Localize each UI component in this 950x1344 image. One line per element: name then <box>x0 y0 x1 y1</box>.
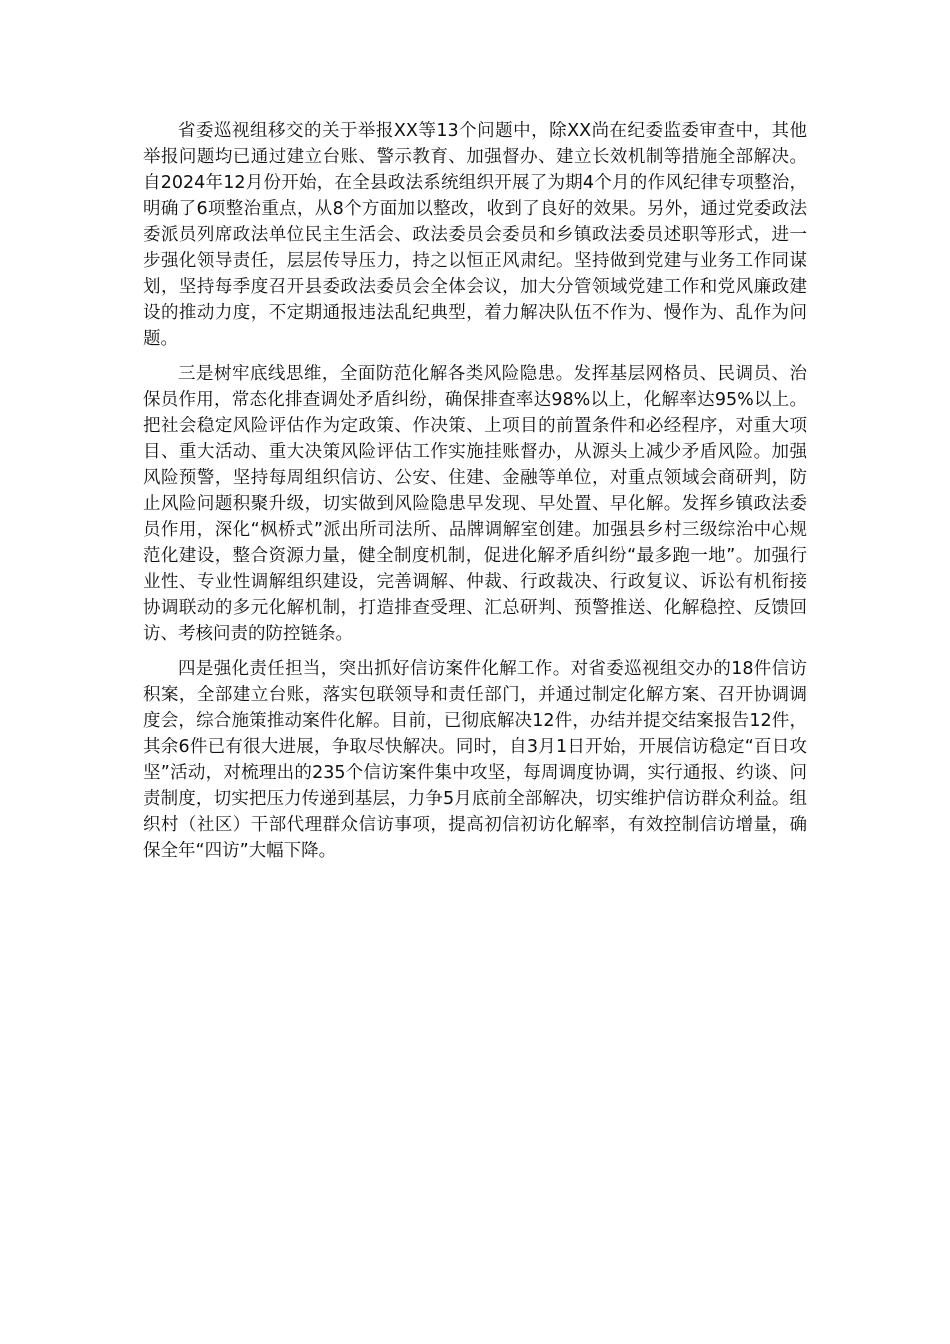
paragraph-discipline: 省委巡视组移交的关于举报XX等13个问题中，除XX尚在纪委监委审查中，其他举报问题均已通过建立台账、警示教育、加强督办、建立长效机制等措施全部解决。自2024年12月份开始，在全县政法系统组织开展了为期4个月的作风纪律专项整治，明确了6项整治重点，从8个方面加以整改，收到了良好的效果。另外，通过党委政法委派员列席政法单位民主生活会、政法委员会委员和乡镇政法委员述职等形式，进一步强化领导责任，层层传导压力，持之以恒正风肃纪。坚持做到党建与业务工作同谋划，坚持每季度召开县委政法委员会全体会议，加大分管领域党建工作和党风廉政建设的推动力度，不定期通报违法乱纪典型，着力解决队伍不作为、慢作为、乱作为问题。 <box>143 121 807 349</box>
paragraph-petition-cases: 四是强化责任担当，突出抓好信访案件化解工作。对省委巡视组交办的18件信访积案，全部建立台账，落实包联领导和责任部门，并通过制定化解方案、召开协调调度会，综合施策推动案件化解。目前，已彻底解决12件，办结并提交结案报告12件，其余6件已有很大进展，争取尽快解决。同时，自3月1日开始，开展信访稳定“百日攻坚”活动，对梳理出的235个信访案件集中攻坚，每周调度协调，实行通报、约谈、问责制度，切实把压力传递到基层，力争5月底前全部解决，切实维护信访群众利益。组织村（社区）干部代理群众信访事项，提高初信初访化解率，有效控制信访增量，确保全年“四访”大幅下降。 <box>143 659 807 861</box>
paragraph-risk-prevention: 三是树牢底线思维，全面防范化解各类风险隐患。发挥基层网格员、民调员、治保员作用，常态化排查调处矛盾纠纷，确保排查率达98%以上，化解率达95%以上。把社会稳定风险评估作为定政策、作决策、上项目的前置条件和必经程序，对重大项目、重大活动、重大决策风险评估工作实施挂账督办，从源头上减少矛盾风险。加强风险预警，坚持每周组织信访、公安、住建、金融等单位，对重点领域会商研判，防止风险问题积聚升级，切实做到风险隐患早发现、早处置、早化解。发挥乡镇政法委员作用，深化“枫桥式”派出所司法所、品牌调解室创建。加强县乡村三级综治中心规范化建设，整合资源力量，健全制度机制，促进化解矛盾纠纷“最多跑一地”。加强行业性、专业性调解组织建设，完善调解、仲裁、行政裁决、行政复议、诉讼有机衔接协调联动的多元化解机制，打造排查受理、汇总研判、预警推送、化解稳控、反馈回访、考核问责的防控链条。 <box>143 364 807 644</box>
document-body <box>143 118 807 873</box>
